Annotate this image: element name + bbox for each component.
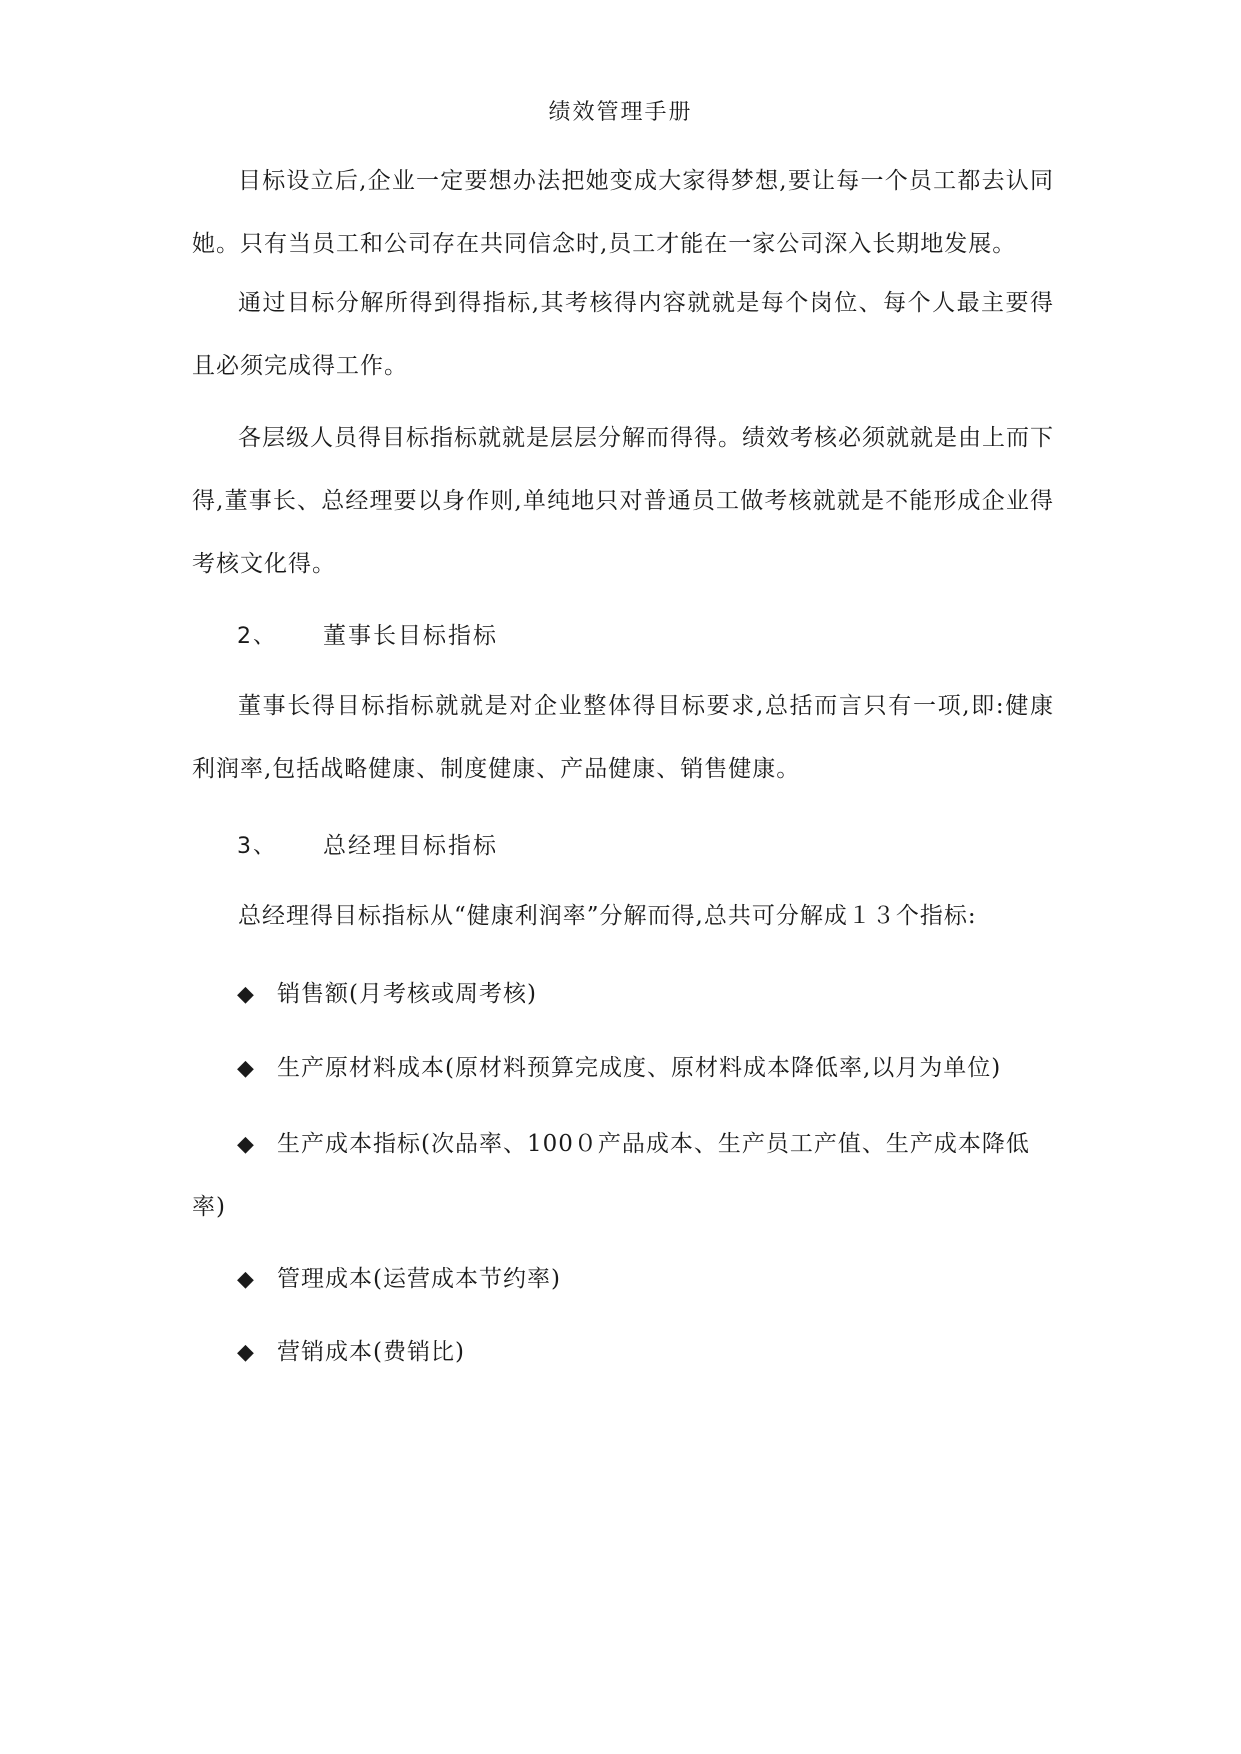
diamond-bullet-icon: ◆ <box>237 1056 255 1081</box>
list-item-text: 营销成本(费销比) <box>277 1339 465 1365</box>
list-item <box>192 1113 1054 1239</box>
section-2-body: 董事长得目标指标就就是对企业整体得目标要求,总括而言只有一项,即:健康利润率,包括战略健康、制度健康、产品健康、销售健康。 <box>192 693 1054 782</box>
paragraph-indicator-decomposition: 通过目标分解所得到得指标,其考核得内容就就是每个岗位、每个人最主要得且必须完成得工作。 <box>192 290 1054 379</box>
list-item <box>237 1248 1054 1311</box>
paragraph-hierarchy: 各层级人员得目标指标就就是层层分解而得得。绩效考核必须就就是由上而下得,董事长、总经理要以身作则,单纯地只对普通员工做考核就就是不能形成企业得考核文化得。 <box>192 425 1054 577</box>
list-item <box>237 963 1054 1026</box>
diamond-bullet-icon: ◆ <box>237 1132 255 1157</box>
list-item <box>237 1321 1054 1384</box>
list-item-text: 管理成本(运营成本节约率) <box>277 1266 561 1292</box>
section-3-heading <box>237 827 498 860</box>
document-title: 绩效管理手册 <box>548 100 693 125</box>
list-item-text: 销售额(月考核或周考核) <box>277 981 537 1007</box>
list-item <box>237 1037 1054 1100</box>
diamond-bullet-icon: ◆ <box>237 1267 255 1292</box>
section-3-body: 总经理得目标指标从“健康利润率”分解而得,总共可分解成１３个指标: <box>238 903 977 929</box>
section-3-title: 总经理目标指标 <box>323 833 498 859</box>
section-3-number: 3、 <box>237 834 277 859</box>
list-item-text: 生产原材料成本(原材料预算完成度、原材料成本降低率,以月为单位) <box>277 1055 1002 1081</box>
list-item-text: 生产成本指标(次品率、100０产品成本、生产员工产值、生产成本降低率) <box>192 1131 1030 1220</box>
section-2-title: 董事长目标指标 <box>323 623 498 649</box>
section-2-heading <box>237 617 498 650</box>
diamond-bullet-icon: ◆ <box>237 982 255 1007</box>
diamond-bullet-icon: ◆ <box>237 1340 255 1365</box>
section-2-number: 2、 <box>237 624 277 649</box>
paragraph-goal-setting: 目标设立后,企业一定要想办法把她变成大家得梦想,要让每一个员工都去认同她。只有当员工和公司存在共同信念时,员工才能在一家公司深入长期地发展。 <box>192 168 1054 257</box>
